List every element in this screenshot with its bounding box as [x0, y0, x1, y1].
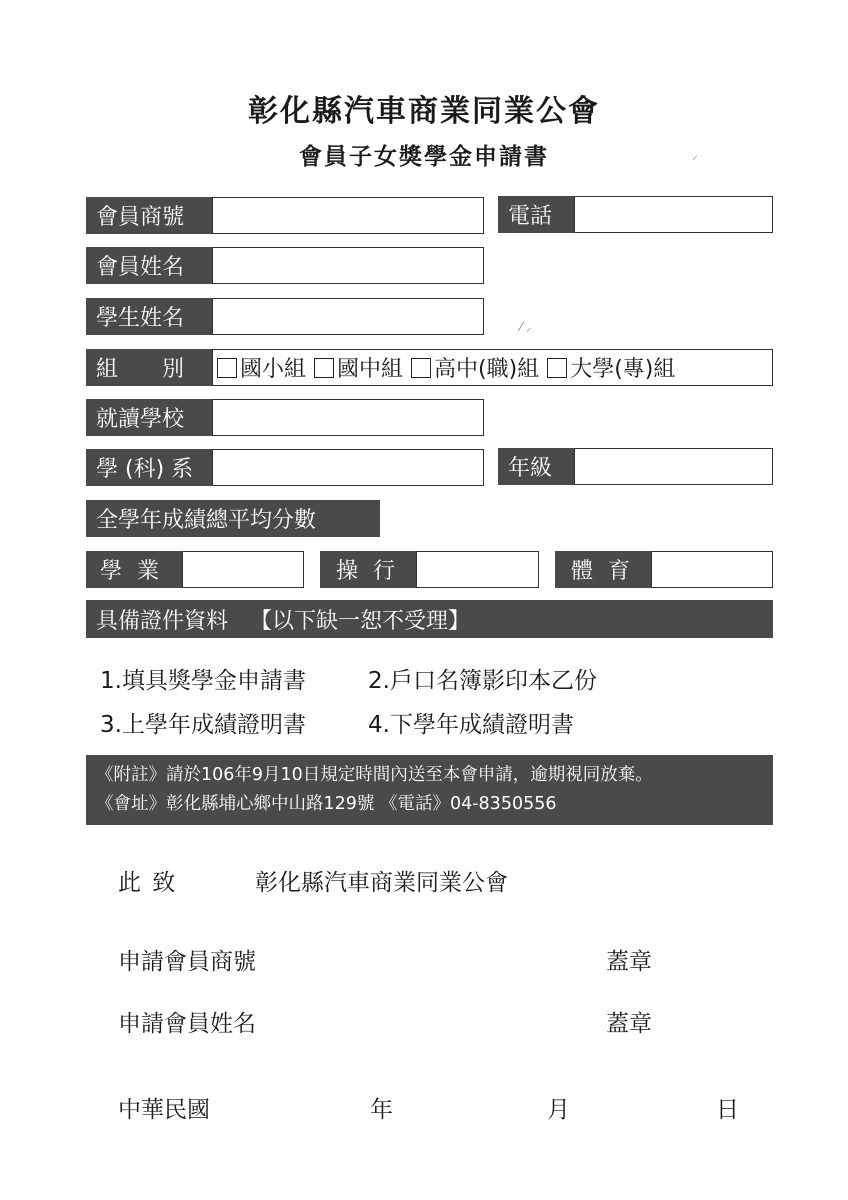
school-label: 就讀學校 — [86, 399, 212, 436]
checkbox[interactable] — [411, 358, 431, 378]
scan-speck: ⸝ — [692, 148, 699, 162]
day-label: 日 — [716, 1097, 739, 1123]
stamp-label: 蓋章 — [606, 949, 652, 975]
school-field[interactable] — [212, 399, 484, 436]
requirements-header-note: 【以下缺一恕不受理】 — [250, 608, 471, 634]
member-no-field[interactable] — [212, 197, 484, 234]
average-score-label: 全學年成績總平均分數 — [86, 500, 380, 537]
academic-score-field[interactable] — [182, 551, 304, 588]
notes-line: 《附註》請於106年9月10日規定時間內送至本會申請，逾期視同放棄。 — [96, 765, 653, 785]
stamp-label: 蓋章 — [606, 1011, 652, 1037]
group-option-senior-high[interactable]: 高中(職)組 — [411, 352, 539, 383]
addressee-org: 彰化縣汽車商業同業公會 — [255, 870, 508, 896]
checkbox[interactable] — [217, 358, 237, 378]
conduct-label: 操 行 — [320, 551, 416, 588]
date-prefix: 中華民國 — [118, 1097, 210, 1123]
phone-field[interactable] — [574, 196, 773, 233]
requirements-header — [86, 600, 773, 638]
requirement-item: 1.填具獎學金申請書 — [100, 668, 306, 694]
member-name-label: 會員姓名 — [86, 247, 212, 284]
checkbox[interactable] — [547, 358, 567, 378]
conduct-score-field[interactable] — [416, 551, 539, 588]
applicant-no-label: 申請會員商號 — [118, 949, 256, 975]
pe-score-field[interactable] — [651, 551, 773, 588]
group-option-junior-high[interactable]: 國中組 — [314, 352, 403, 383]
group-options — [212, 349, 773, 386]
requirement-item: 3.上學年成績證明書 — [100, 712, 306, 738]
member-name-field[interactable] — [212, 247, 484, 284]
member-no-label: 會員商號 — [86, 197, 212, 234]
document-subtitle: 會員子女獎學金申請書 — [299, 144, 549, 170]
notes-block — [86, 755, 773, 825]
month-label: 月 — [547, 1097, 570, 1123]
academic-label: 學 業 — [86, 551, 182, 588]
addressee-label: 此 致 — [118, 870, 178, 896]
student-name-field[interactable] — [212, 298, 484, 335]
checkbox[interactable] — [314, 358, 334, 378]
group-label: 組 別 — [86, 349, 212, 386]
requirements-header-label: 具備證件資料 — [96, 608, 229, 634]
notes-line: 《會址》彰化縣埔心鄉中山路129號 《電話》04-8350556 — [96, 794, 557, 814]
grade-label: 年級 — [498, 448, 574, 485]
requirement-item: 4.下學年成績證明書 — [368, 712, 574, 738]
grade-field[interactable] — [574, 448, 773, 485]
group-option-elementary[interactable]: 國小組 — [217, 352, 306, 383]
requirement-item: 2.戶口名簿影印本乙份 — [368, 668, 597, 694]
scan-speck: ⁄ ⸝ — [520, 320, 532, 334]
document-title: 彰化縣汽車商業同業公會 — [248, 94, 600, 129]
department-field[interactable] — [212, 449, 484, 486]
pe-label: 體 育 — [555, 551, 651, 588]
group-option-university[interactable]: 大學(專)組 — [547, 352, 675, 383]
applicant-name-label: 申請會員姓名 — [118, 1011, 256, 1037]
phone-label: 電話 — [498, 196, 574, 233]
year-label: 年 — [370, 1097, 393, 1123]
department-label: 學 (科) 系 — [86, 449, 212, 486]
student-name-label: 學生姓名 — [86, 298, 212, 335]
